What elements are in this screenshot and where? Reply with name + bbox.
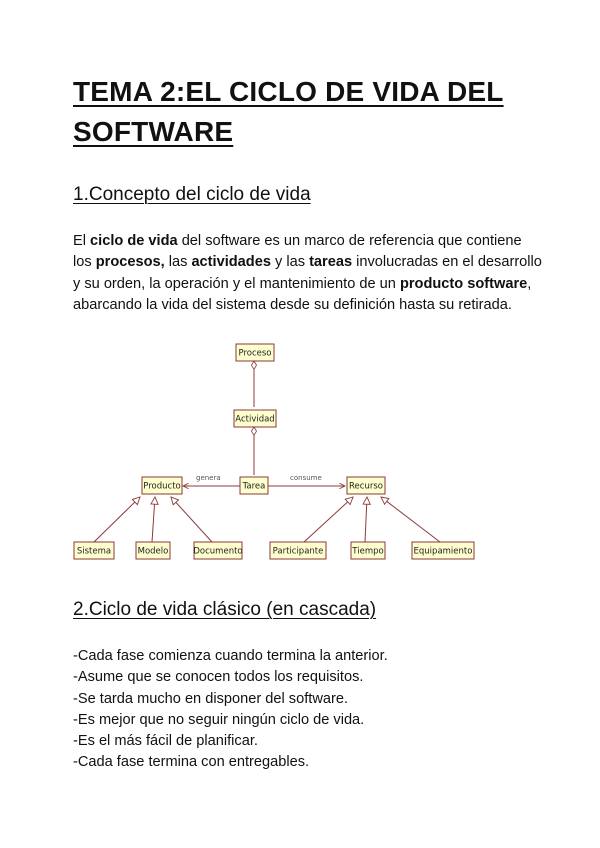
edge-documento-producto [171,497,212,542]
paragraph-text: y las [270,254,310,271]
list-item: -Cada fase termina con entregables. [73,754,310,771]
edge-label-consume: consume [290,474,322,482]
term-producto-software: producto software [399,275,528,292]
node-documento: Documento [193,546,243,557]
node-producto: Producto [143,481,181,492]
paragraph-text: El [73,233,91,249]
node-proceso: Proceso [238,348,272,359]
node-tarea: Tarea [242,481,266,492]
list-item: -Es el más fácil de planificar. [73,733,258,750]
term-procesos: procesos, [95,254,165,271]
term-actividades: actividades [191,254,271,271]
node-recurso: Recurso [349,481,383,492]
edge-tiempo-recurso [365,497,367,542]
edge-label-genera: genera [196,474,221,482]
section-heading-concepto: 1.Concepto del ciclo de vida [73,184,311,205]
concept-paragraph [73,231,543,316]
list-item: -Es mejor que no seguir ningún ciclo de vida. [73,711,365,728]
node-equipamiento: Equipamiento [413,546,473,557]
lifecycle-uml-diagram [72,340,482,572]
paragraph-text: del software es un marco de referencia que contiene los [73,233,522,271]
paragraph-text: las [164,254,192,271]
node-modelo: Modelo [137,546,169,557]
edge-participante-recurso [304,497,353,542]
edge-sistema-producto [94,497,140,542]
list-item: -Cada fase comienza cuando termina la anterior. [73,648,388,664]
paragraph-text: , abarcando la vida del sistema desde su definición hasta su retirada. [73,275,532,313]
edge-modelo-producto [152,497,155,542]
paragraph-text: involucradas en el desarrollo y su orden, la operación y el mantenimiento de un [73,254,542,292]
section-heading-cascada: 2.Ciclo de vida clásico (en cascada) [73,599,377,620]
page-title: TEMA 2:EL CICLO DE VIDA DEL SOFTWARE [73,76,504,147]
node-actividad: Actividad [235,414,275,425]
cascada-list [73,646,388,774]
term-tareas: tareas [309,254,353,271]
node-sistema: Sistema [76,546,112,557]
node-participante: Participante [272,546,324,557]
list-item: -Asume que se conocen todos los requisitos. [73,669,364,686]
term-ciclo-de-vida: ciclo de vida [90,233,178,249]
list-item: -Se tarda mucho en disponer del software. [73,690,349,707]
node-tiempo: Tiempo [352,546,384,557]
edge-equipamiento-recurso [381,497,440,542]
